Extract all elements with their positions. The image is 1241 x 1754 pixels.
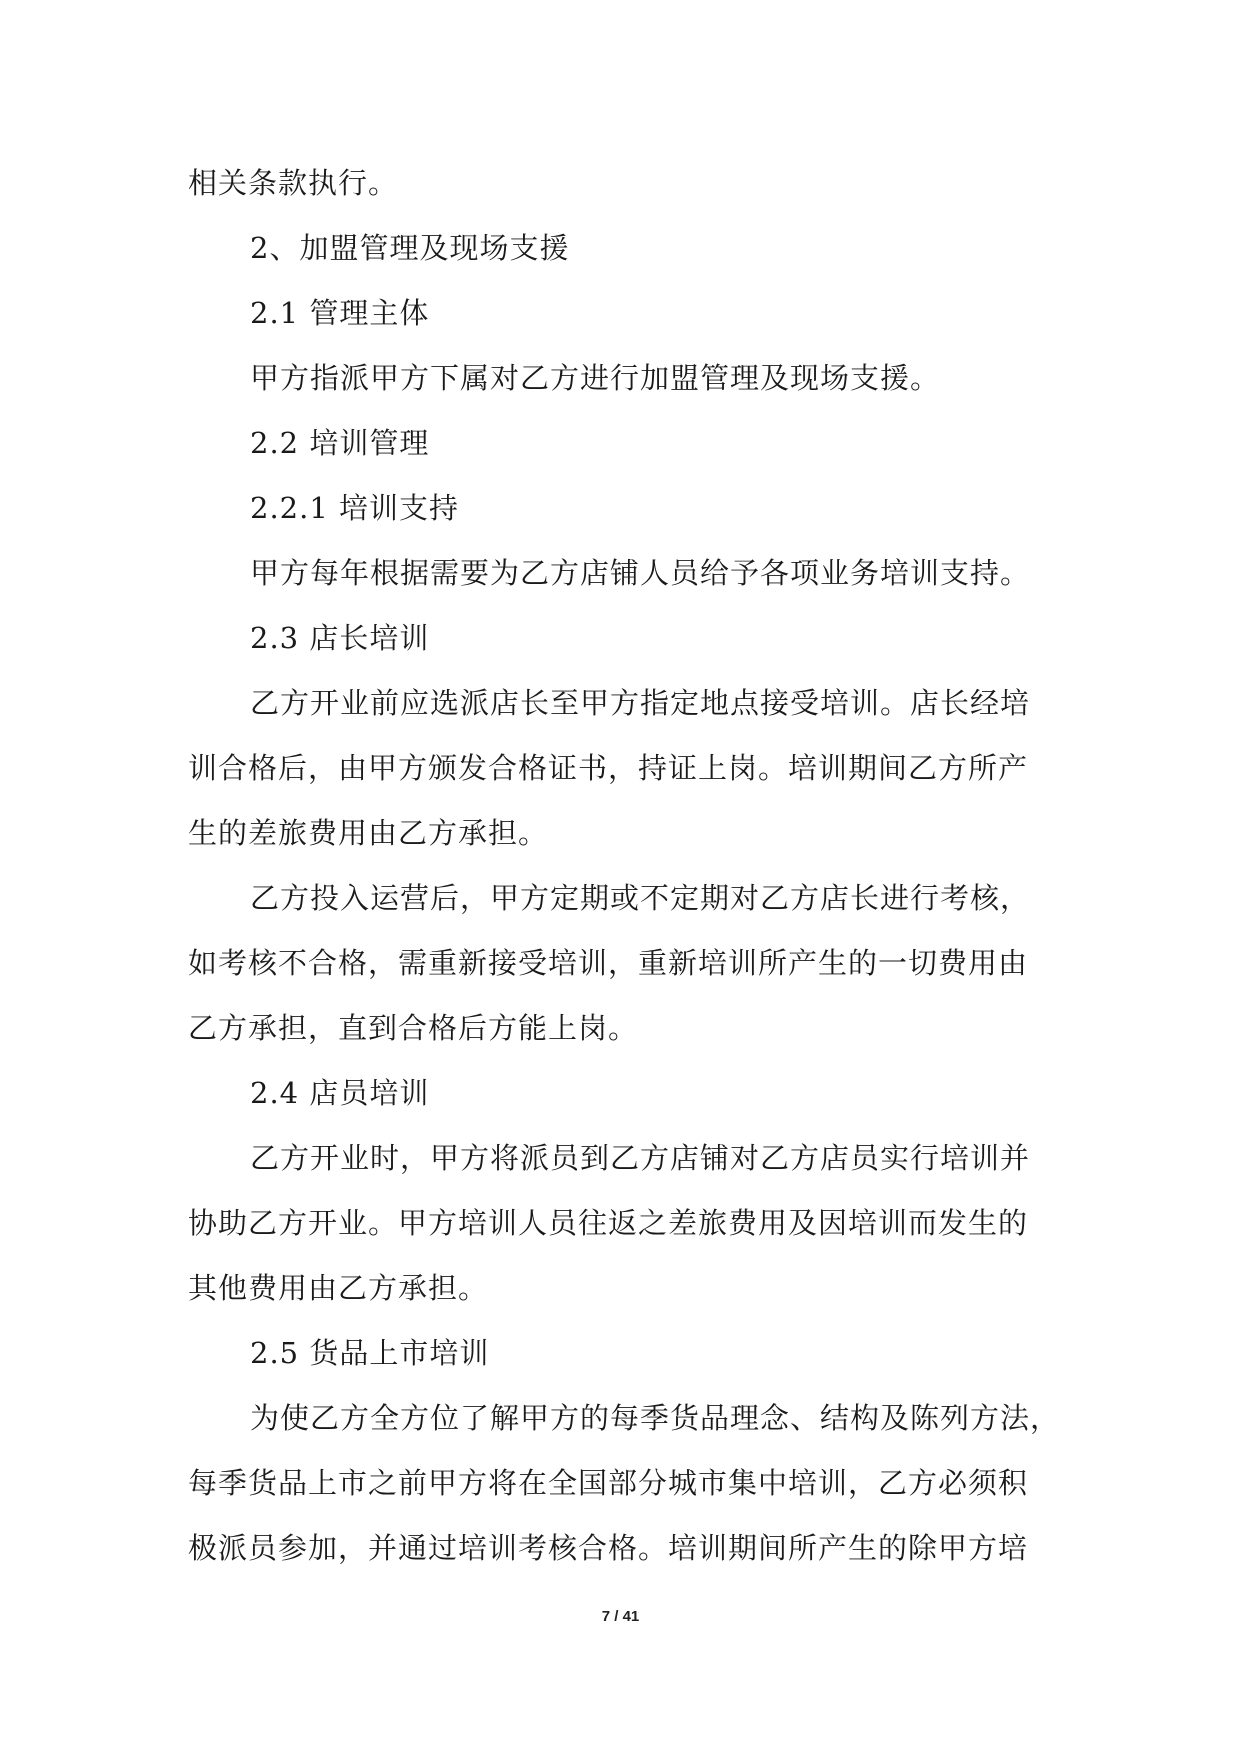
text-line: 乙方承担，直到合格后方能上岗。	[188, 1011, 639, 1045]
text-line: 相关条款执行。	[188, 166, 399, 200]
page-number: 7 / 41	[601, 1608, 640, 1625]
text-line: 乙方开业时，甲方将派员到乙方店铺对乙方店员实行培训并	[250, 1141, 1031, 1175]
subsection-heading: 2.1 管理主体	[250, 296, 430, 330]
subsection-heading: 2.4 店员培训	[250, 1076, 430, 1110]
subsection-heading: 2.2.1 培训支持	[250, 491, 460, 525]
text-line: 甲方指派甲方下属对乙方进行加盟管理及现场支援。	[250, 361, 941, 395]
text-line: 其他费用由乙方承担。	[188, 1271, 489, 1305]
text-line: 每季货品上市之前甲方将在全国部分城市集中培训，乙方必须积	[188, 1466, 1029, 1500]
section-heading: 2、加盟管理及现场支援	[250, 231, 570, 265]
subsection-heading: 2.2 培训管理	[250, 426, 430, 460]
text-line: 协助乙方开业。甲方培训人员往返之差旅费用及因培训而发生的	[188, 1206, 1029, 1240]
text-line: 如考核不合格，需重新接受培训，重新培训所产生的一切费用由	[188, 946, 1029, 980]
text-line: 为使乙方全方位了解甲方的每季货品理念、结构及陈列方法，	[250, 1401, 1061, 1435]
text-line: 乙方投入运营后，甲方定期或不定期对乙方店长进行考核，	[250, 881, 1031, 915]
text-line: 训合格后，由甲方颁发合格证书，持证上岗。培训期间乙方所产	[188, 751, 1029, 785]
subsection-heading: 2.5 货品上市培训	[250, 1336, 490, 1370]
text-line: 生的差旅费用由乙方承担。	[188, 816, 549, 850]
document-body	[188, 162, 1068, 1592]
text-line: 极派员参加，并通过培训考核合格。培训期间所产生的除甲方培	[188, 1531, 1029, 1565]
text-line: 甲方每年根据需要为乙方店铺人员给予各项业务培训支持。	[250, 556, 1031, 590]
subsection-heading: 2.3 店长培训	[250, 621, 430, 655]
text-line: 乙方开业前应选派店长至甲方指定地点接受培训。店长经培	[250, 686, 1031, 720]
